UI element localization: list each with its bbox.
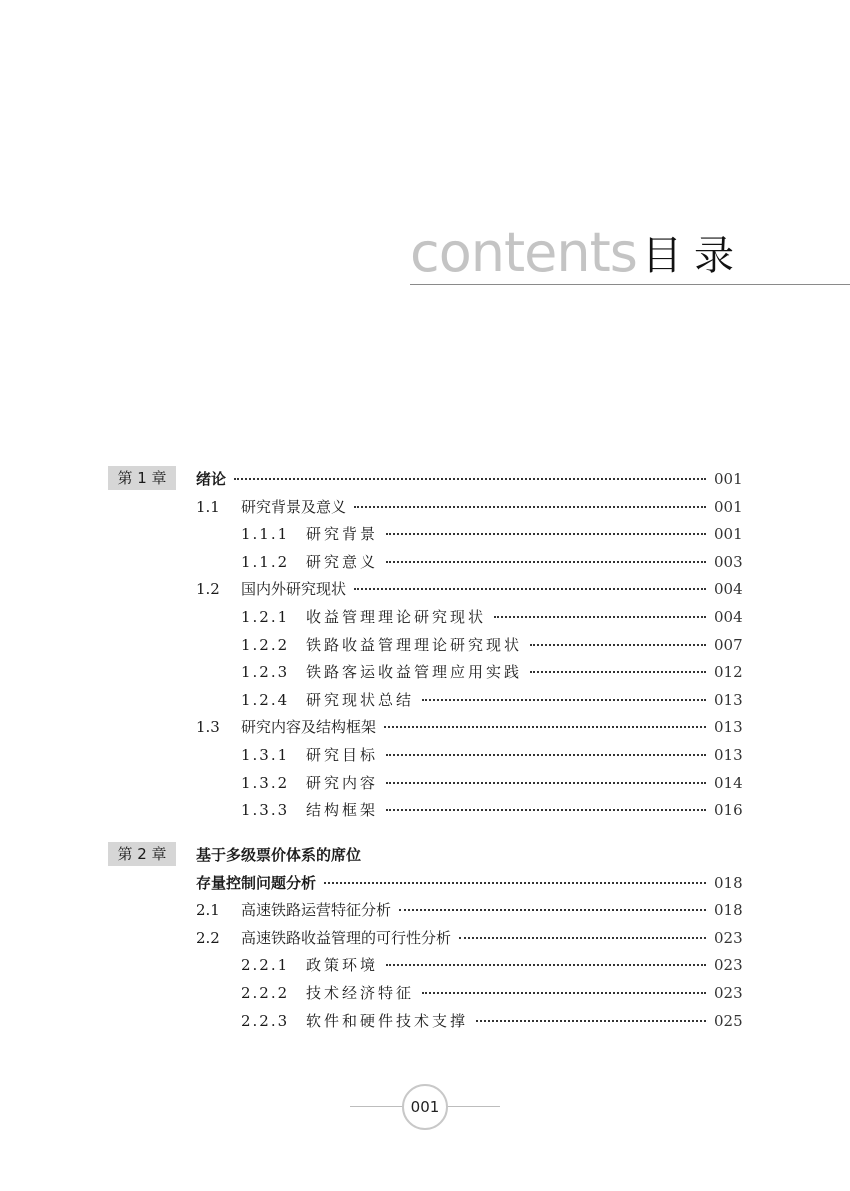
- toc-entry[interactable]: [0, 797, 850, 823]
- dot-leader: [386, 781, 706, 784]
- section-title: 高速铁路收益管理的可行性分析: [241, 928, 452, 947]
- dot-leader: [386, 560, 706, 563]
- toc-entry-content: [241, 659, 742, 685]
- section-title: 研究内容: [306, 773, 379, 792]
- section-number: 1.1: [196, 497, 220, 516]
- dot-leader: [386, 753, 706, 756]
- page-ref: 001: [714, 525, 743, 544]
- toc-entry[interactable]: [0, 742, 850, 768]
- toc-entry-content: [241, 797, 742, 823]
- toc-entry[interactable]: [0, 897, 850, 923]
- toc-entry[interactable]: [0, 770, 850, 796]
- dot-leader: [386, 532, 706, 535]
- toc-entry[interactable]: [0, 632, 850, 658]
- toc-entry-content: [196, 870, 742, 896]
- toc-entry-content: [241, 770, 742, 796]
- section-title: 研究目标: [306, 746, 379, 764]
- page-ref: 007: [714, 635, 743, 654]
- toc-entry[interactable]: [0, 659, 850, 685]
- toc-entry-content: [196, 576, 742, 602]
- page-ref: 023: [714, 956, 743, 975]
- dot-leader: [384, 725, 706, 728]
- dot-leader: [459, 936, 706, 939]
- section-title: 研究背景及意义: [241, 497, 347, 516]
- section-title: 结构框架: [306, 801, 379, 820]
- toc-entry-content: [196, 897, 742, 923]
- toc-entry-content: [196, 466, 742, 492]
- section-title: 国内外研究现状: [241, 580, 347, 599]
- dot-leader: [386, 808, 706, 811]
- page-ref: 025: [714, 1011, 743, 1030]
- page-ref: 016: [714, 801, 743, 820]
- contents-word: contents: [410, 221, 637, 284]
- toc-entry[interactable]: [0, 549, 850, 575]
- section-number: 1.2.4: [241, 690, 290, 709]
- toc-entry-content: [241, 604, 742, 630]
- section-number: 1.1.2: [241, 552, 290, 571]
- toc-title: 目录: [642, 233, 746, 279]
- dot-leader: [354, 505, 706, 508]
- page-footer: [350, 1084, 500, 1130]
- section-title: 研究意义: [306, 552, 379, 571]
- toc-entry-content: [196, 714, 742, 740]
- dot-leader: [234, 477, 706, 480]
- dot-leader: [530, 670, 706, 673]
- toc-entry-content: [241, 1008, 742, 1034]
- toc-entry-content: [241, 742, 742, 768]
- section-title: 政策环境: [306, 956, 379, 975]
- toc-entry-content: [241, 632, 742, 658]
- page-ref: 004: [714, 608, 743, 626]
- dot-leader: [354, 587, 706, 590]
- chapter-title-line: 基于多级票价体系的席位: [196, 846, 362, 864]
- chapter-label: 第 1 章: [108, 466, 176, 490]
- section-number: 1.1.1: [241, 525, 290, 544]
- page-ref: 014: [714, 773, 743, 792]
- page-ref: 013: [714, 746, 743, 764]
- dot-leader: [530, 643, 706, 646]
- dot-leader: [386, 963, 706, 966]
- section-number: 1.3.2: [241, 773, 290, 792]
- section-number: 2.2: [196, 928, 220, 947]
- section-title: 软件和硬件技术支撑: [306, 1011, 469, 1030]
- dot-leader: [324, 881, 706, 884]
- page-ref: 018: [714, 901, 743, 920]
- page-ref: 001: [714, 497, 743, 516]
- chapter-label: 第 2 章: [108, 842, 176, 866]
- section-number: 1.2: [196, 580, 220, 599]
- section-title: 铁路收益管理理论研究现状: [306, 635, 523, 654]
- section-number: 2.1: [196, 901, 220, 920]
- page-ref: 013: [714, 718, 743, 737]
- toc-entry[interactable]: [0, 466, 850, 492]
- section-number: 2.2.1: [241, 956, 290, 975]
- page-ref: 004: [714, 580, 743, 599]
- toc-entry[interactable]: [0, 604, 850, 630]
- section-title: 研究内容及结构框架: [241, 718, 377, 737]
- section-title: 存量控制问题分析: [196, 873, 317, 892]
- section-number: 1.2.2: [241, 635, 290, 654]
- section-title: 研究现状总结: [306, 690, 415, 709]
- toc-entry[interactable]: [0, 687, 850, 713]
- toc-entry[interactable]: [0, 870, 850, 896]
- section-title: 技术经济特征: [306, 984, 415, 1002]
- toc-entry-content: [196, 925, 742, 951]
- page-ref: 012: [714, 663, 743, 682]
- section-title: 铁路客运收益管理应用实践: [306, 663, 523, 682]
- section-number: 1.3.1: [241, 746, 290, 764]
- toc-entry[interactable]: [0, 494, 850, 520]
- toc-entry-content: [241, 980, 742, 1006]
- page-ref: 013: [714, 690, 743, 709]
- page-ref: 023: [714, 984, 743, 1002]
- toc-entry[interactable]: [0, 952, 850, 978]
- toc-entry[interactable]: [0, 521, 850, 547]
- toc-entry-content: [241, 549, 742, 575]
- toc-entry-content: [241, 687, 742, 713]
- toc-entry[interactable]: [0, 714, 850, 740]
- toc-entry[interactable]: [0, 1008, 850, 1034]
- dot-leader: [422, 991, 706, 994]
- dot-leader: [494, 615, 706, 618]
- page-ref: 003: [714, 552, 743, 571]
- section-title: 高速铁路运营特征分析: [241, 901, 392, 920]
- section-number: 1.2.3: [241, 663, 290, 682]
- toc-entry[interactable]: [0, 980, 850, 1006]
- section-number: 2.2.2: [241, 984, 290, 1002]
- dot-leader: [422, 698, 706, 701]
- section-title: 研究背景: [306, 525, 379, 544]
- dot-leader: [476, 1019, 706, 1022]
- dot-leader: [399, 908, 706, 911]
- page-ref: 023: [714, 928, 743, 947]
- toc-entry-content: [241, 952, 742, 978]
- toc-entry-content: [241, 521, 742, 547]
- chapter-header: [0, 842, 850, 868]
- page-ref: 018: [714, 873, 743, 892]
- section-number: 1.2.1: [241, 608, 290, 626]
- page-number: 001: [402, 1084, 448, 1130]
- section-number: 2.2.3: [241, 1011, 290, 1030]
- section-number: 1.3: [196, 718, 220, 737]
- section-title: 收益管理理论研究现状: [306, 608, 487, 626]
- page-ref: 001: [714, 470, 743, 488]
- toc-entry-content: [196, 494, 742, 520]
- section-number: 1.3.3: [241, 801, 290, 820]
- toc-entry[interactable]: [0, 576, 850, 602]
- toc-entry[interactable]: [0, 925, 850, 951]
- section-title: 绪论: [196, 470, 227, 488]
